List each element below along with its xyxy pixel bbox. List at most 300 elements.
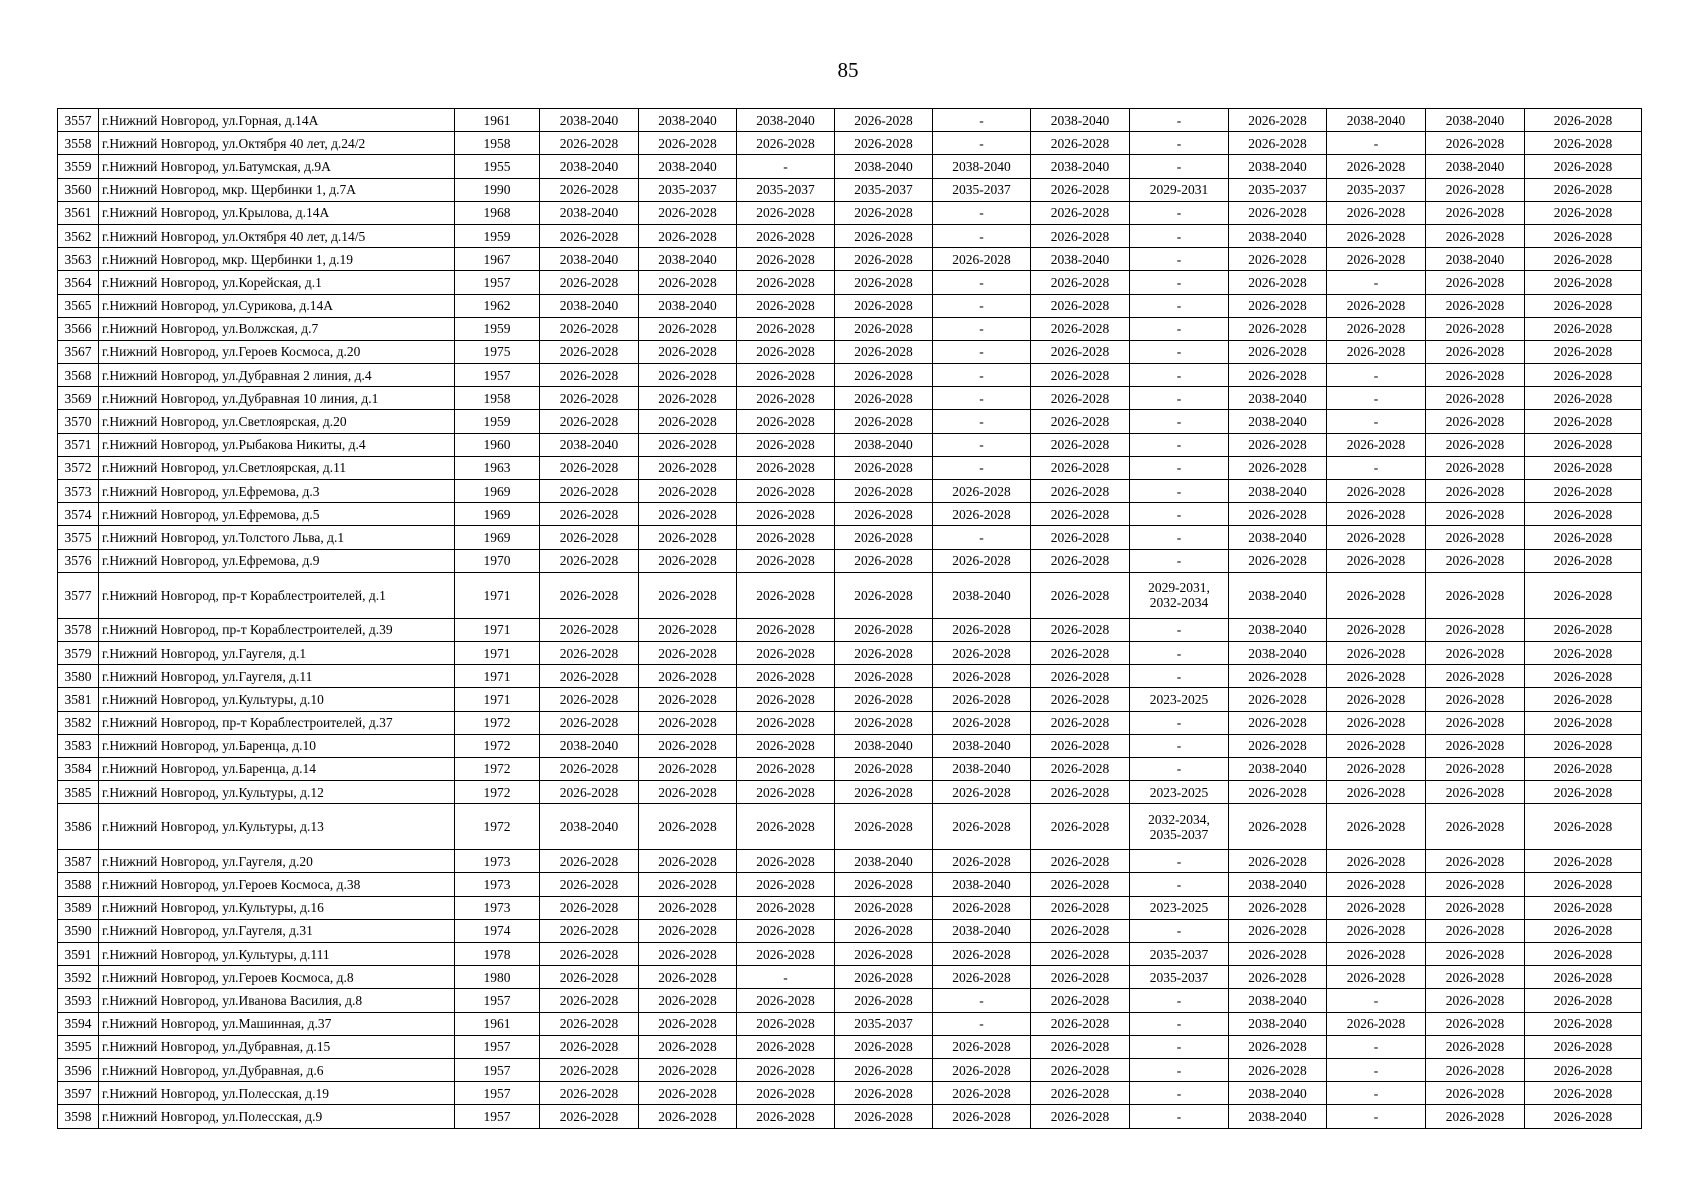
period-cell: 2026-2028: [1525, 757, 1642, 780]
period-cell: 2026-2028: [835, 688, 933, 711]
address-cell: г.Нижний Новгород, ул.Гаугеля, д.20: [99, 850, 455, 873]
address-cell: г.Нижний Новгород, ул.Сурикова, д.14А: [99, 294, 455, 317]
table-row: [58, 224, 1642, 247]
address-cell: г.Нижний Новгород, ул.Ефремова, д.9: [99, 549, 455, 572]
period-cell: -: [1130, 618, 1229, 641]
year-cell: 1971: [455, 618, 540, 641]
period-cell: 2026-2028: [1426, 526, 1525, 549]
row-number-cell: 3580: [58, 665, 99, 688]
period-cell: 2026-2028: [1525, 549, 1642, 572]
period-cell: 2026-2028: [1426, 804, 1525, 850]
period-cell: -: [1130, 734, 1229, 757]
row-number-cell: 3588: [58, 873, 99, 896]
period-cell: 2026-2028: [1525, 641, 1642, 664]
period-cell: -: [1130, 155, 1229, 178]
table-row: [58, 387, 1642, 410]
period-cell: 2026-2028: [540, 572, 639, 618]
year-cell: 1973: [455, 850, 540, 873]
period-cell: 2026-2028: [540, 989, 639, 1012]
period-cell: 2026-2028: [639, 665, 737, 688]
period-cell: 2026-2028: [1327, 340, 1426, 363]
row-number-cell: 3562: [58, 224, 99, 247]
period-cell: 2026-2028: [1031, 1035, 1130, 1058]
period-cell: 2026-2028: [540, 549, 639, 572]
period-cell: -: [933, 387, 1031, 410]
period-cell: 2026-2028: [835, 317, 933, 340]
year-cell: 1969: [455, 480, 540, 503]
period-cell: 2026-2028: [1426, 943, 1525, 966]
period-cell: -: [1130, 919, 1229, 942]
table-row: [58, 641, 1642, 664]
period-cell: 2026-2028: [1229, 456, 1327, 479]
period-cell: -: [933, 201, 1031, 224]
period-cell: 2026-2028: [1229, 364, 1327, 387]
period-cell: 2026-2028: [1525, 526, 1642, 549]
period-cell: 2026-2028: [1327, 433, 1426, 456]
period-cell: 2026-2028: [1525, 572, 1642, 618]
period-cell: 2026-2028: [835, 804, 933, 850]
table-row: [58, 665, 1642, 688]
period-cell: -: [1130, 989, 1229, 1012]
period-cell: 2026-2028: [1031, 132, 1130, 155]
period-cell: 2026-2028: [540, 757, 639, 780]
period-cell: 2026-2028: [540, 503, 639, 526]
period-cell: 2026-2028: [540, 850, 639, 873]
period-cell: 2026-2028: [1525, 387, 1642, 410]
period-cell: 2026-2028: [639, 410, 737, 433]
period-cell: 2026-2028: [1525, 989, 1642, 1012]
table-row: [58, 873, 1642, 896]
period-cell: 2026-2028: [1031, 665, 1130, 688]
row-number-cell: 3593: [58, 989, 99, 1012]
period-cell: 2026-2028: [639, 503, 737, 526]
table-row: [58, 526, 1642, 549]
period-cell: 2026-2028: [540, 966, 639, 989]
period-cell: 2038-2040: [835, 155, 933, 178]
address-cell: г.Нижний Новгород, ул.Ефремова, д.3: [99, 480, 455, 503]
period-cell: 2038-2040: [1229, 224, 1327, 247]
period-cell: 2026-2028: [933, 804, 1031, 850]
period-cell: 2026-2028: [540, 1012, 639, 1035]
address-cell: г.Нижний Новгород, ул.Дубравная 10 линия, д.1: [99, 387, 455, 410]
period-cell: 2026-2028: [1525, 1012, 1642, 1035]
period-cell: 2026-2028: [540, 340, 639, 363]
period-cell: 2026-2028: [835, 364, 933, 387]
year-cell: 1958: [455, 387, 540, 410]
period-cell: 2026-2028: [1426, 480, 1525, 503]
period-cell: 2026-2028: [1525, 919, 1642, 942]
period-cell: 2026-2028: [639, 224, 737, 247]
period-cell: 2026-2028: [1426, 549, 1525, 572]
period-cell: 2026-2028: [1327, 572, 1426, 618]
address-cell: г.Нижний Новгород, ул.Светлоярская, д.20: [99, 410, 455, 433]
row-number-cell: 3566: [58, 317, 99, 340]
period-cell: 2026-2028: [835, 549, 933, 572]
period-cell: -: [933, 364, 1031, 387]
period-cell: 2026-2028: [1229, 943, 1327, 966]
period-cell: 2026-2028: [835, 224, 933, 247]
period-cell: 2026-2028: [1031, 340, 1130, 363]
row-number-cell: 3579: [58, 641, 99, 664]
period-cell: 2026-2028: [639, 896, 737, 919]
period-cell: 2026-2028: [933, 1105, 1031, 1128]
period-cell: 2026-2028: [1229, 896, 1327, 919]
period-cell: 2026-2028: [737, 294, 835, 317]
period-cell: 2038-2040: [835, 850, 933, 873]
period-cell: 2026-2028: [737, 919, 835, 942]
table-row: [58, 618, 1642, 641]
period-cell: 2026-2028: [1525, 850, 1642, 873]
period-cell: 2026-2028: [1525, 248, 1642, 271]
period-cell: 2038-2040: [639, 294, 737, 317]
period-cell: 2026-2028: [1327, 526, 1426, 549]
period-cell: 2038-2040: [1229, 989, 1327, 1012]
period-cell: 2026-2028: [1229, 688, 1327, 711]
period-cell: 2026-2028: [1229, 919, 1327, 942]
row-number-cell: 3585: [58, 781, 99, 804]
period-cell: 2038-2040: [933, 572, 1031, 618]
period-cell: -: [1130, 665, 1229, 688]
row-number-cell: 3589: [58, 896, 99, 919]
period-cell: 2026-2028: [1327, 503, 1426, 526]
period-cell: 2026-2028: [1031, 966, 1130, 989]
period-cell: -: [1130, 248, 1229, 271]
year-cell: 1963: [455, 456, 540, 479]
year-cell: 1962: [455, 294, 540, 317]
period-cell: 2026-2028: [639, 1035, 737, 1058]
period-cell: 2038-2040: [1229, 1012, 1327, 1035]
period-cell: 2026-2028: [639, 456, 737, 479]
period-cell: 2026-2028: [1229, 317, 1327, 340]
period-cell: 2026-2028: [1327, 618, 1426, 641]
period-cell: -: [933, 271, 1031, 294]
period-cell: 2026-2028: [639, 433, 737, 456]
period-cell: 2026-2028: [1426, 201, 1525, 224]
period-cell: 2038-2040: [1229, 873, 1327, 896]
row-number-cell: 3584: [58, 757, 99, 780]
period-cell: 2026-2028: [1426, 340, 1525, 363]
period-cell: -: [1130, 1035, 1229, 1058]
period-cell: 2026-2028: [540, 1082, 639, 1105]
period-cell: 2026-2028: [1327, 757, 1426, 780]
period-cell: 2026-2028: [639, 641, 737, 664]
period-cell: 2026-2028: [1327, 480, 1426, 503]
address-cell: г.Нижний Новгород, ул.Машинная, д.37: [99, 1012, 455, 1035]
period-cell: 2038-2040: [1229, 526, 1327, 549]
address-cell: г.Нижний Новгород, ул.Батумская, д.9А: [99, 155, 455, 178]
period-cell: -: [1130, 503, 1229, 526]
period-cell: -: [1130, 340, 1229, 363]
period-cell: -: [933, 132, 1031, 155]
period-cell: -: [1130, 757, 1229, 780]
period-cell: 2023-2025: [1130, 781, 1229, 804]
period-cell: 2026-2028: [1525, 943, 1642, 966]
period-cell: 2026-2028: [1229, 248, 1327, 271]
period-cell: 2026-2028: [540, 132, 639, 155]
period-cell: -: [1327, 271, 1426, 294]
period-cell: 2026-2028: [540, 271, 639, 294]
period-cell: 2026-2028: [540, 873, 639, 896]
period-cell: 2026-2028: [1525, 201, 1642, 224]
period-cell: 2026-2028: [835, 711, 933, 734]
period-cell: 2026-2028: [737, 271, 835, 294]
period-cell: 2026-2028: [933, 549, 1031, 572]
period-cell: -: [1130, 480, 1229, 503]
period-cell: 2026-2028: [1426, 966, 1525, 989]
period-cell: 2038-2040: [933, 873, 1031, 896]
period-cell: 2026-2028: [1426, 734, 1525, 757]
period-cell: 2026-2028: [1229, 294, 1327, 317]
year-cell: 1961: [455, 109, 540, 132]
period-cell: 2026-2028: [1525, 456, 1642, 479]
period-cell: 2038-2040: [1229, 1105, 1327, 1128]
period-cell: -: [1130, 294, 1229, 317]
period-cell: 2035-2037: [1229, 178, 1327, 201]
period-cell: 2026-2028: [1229, 271, 1327, 294]
period-cell: 2026-2028: [1426, 317, 1525, 340]
row-number-cell: 3559: [58, 155, 99, 178]
row-number-cell: 3577: [58, 572, 99, 618]
period-cell: 2038-2040: [737, 109, 835, 132]
period-cell: 2026-2028: [835, 132, 933, 155]
table-row: [58, 271, 1642, 294]
address-cell: г.Нижний Новгород, ул.Гаугеля, д.1: [99, 641, 455, 664]
period-cell: 2026-2028: [639, 480, 737, 503]
year-cell: 1971: [455, 688, 540, 711]
address-cell: г.Нижний Новгород, ул.Дубравная, д.6: [99, 1058, 455, 1081]
row-number-cell: 3570: [58, 410, 99, 433]
period-cell: 2026-2028: [1031, 572, 1130, 618]
period-cell: 2026-2028: [737, 317, 835, 340]
period-cell: -: [1327, 410, 1426, 433]
table-row: [58, 109, 1642, 132]
row-number-cell: 3565: [58, 294, 99, 317]
period-cell: 2026-2028: [1031, 178, 1130, 201]
period-cell: 2038-2040: [1229, 410, 1327, 433]
address-cell: г.Нижний Новгород, ул.Культуры, д.13: [99, 804, 455, 850]
period-cell: 2026-2028: [1426, 271, 1525, 294]
period-cell: 2026-2028: [1426, 1082, 1525, 1105]
address-cell: г.Нижний Новгород, ул.Крылова, д.14А: [99, 201, 455, 224]
period-cell: 2026-2028: [639, 340, 737, 363]
address-cell: г.Нижний Новгород, ул.Светлоярская, д.11: [99, 456, 455, 479]
period-cell: 2026-2028: [1031, 781, 1130, 804]
period-cell: 2026-2028: [1426, 873, 1525, 896]
period-cell: 2026-2028: [639, 757, 737, 780]
address-cell: г.Нижний Новгород, ул.Корейская, д.1: [99, 271, 455, 294]
year-cell: 1970: [455, 549, 540, 572]
period-cell: 2026-2028: [835, 456, 933, 479]
period-cell: 2026-2028: [1031, 410, 1130, 433]
address-cell: г.Нижний Новгород, ул.Толстого Льва, д.1: [99, 526, 455, 549]
period-cell: 2026-2028: [540, 665, 639, 688]
period-cell: -: [1130, 873, 1229, 896]
year-cell: 1957: [455, 1082, 540, 1105]
period-cell: 2038-2040: [835, 734, 933, 757]
period-cell: 2026-2028: [639, 1082, 737, 1105]
period-cell: 2026-2028: [1031, 1105, 1130, 1128]
period-cell: 2026-2028: [1031, 433, 1130, 456]
period-cell: 2026-2028: [540, 1105, 639, 1128]
table-row: [58, 456, 1642, 479]
period-cell: -: [1130, 711, 1229, 734]
period-cell: 2026-2028: [1426, 618, 1525, 641]
period-cell: 2026-2028: [835, 966, 933, 989]
period-cell: 2026-2028: [1525, 734, 1642, 757]
year-cell: 1973: [455, 896, 540, 919]
row-number-cell: 3582: [58, 711, 99, 734]
period-cell: 2026-2028: [1031, 317, 1130, 340]
page-number: 85: [837, 58, 859, 82]
year-cell: 1980: [455, 966, 540, 989]
period-cell: 2026-2028: [933, 1082, 1031, 1105]
period-cell: 2026-2028: [835, 1105, 933, 1128]
period-cell: 2026-2028: [1426, 641, 1525, 664]
period-cell: 2026-2028: [1031, 1058, 1130, 1081]
period-cell: 2038-2040: [540, 804, 639, 850]
period-cell: 2026-2028: [1031, 919, 1130, 942]
period-cell: 2026-2028: [1031, 873, 1130, 896]
address-cell: г.Нижний Новгород, ул.Дубравная 2 линия, д.4: [99, 364, 455, 387]
period-cell: 2026-2028: [933, 503, 1031, 526]
period-cell: 2026-2028: [737, 410, 835, 433]
period-cell: 2026-2028: [737, 364, 835, 387]
period-cell: 2026-2028: [1229, 549, 1327, 572]
period-cell: 2026-2028: [835, 781, 933, 804]
period-cell: -: [1130, 271, 1229, 294]
period-cell: 2026-2028: [737, 132, 835, 155]
address-cell: г.Нижний Новгород, ул.Гаугеля, д.31: [99, 919, 455, 942]
period-cell: 2026-2028: [540, 480, 639, 503]
period-cell: -: [1130, 1012, 1229, 1035]
period-cell: 2026-2028: [540, 317, 639, 340]
period-cell: 2026-2028: [540, 410, 639, 433]
period-cell: 2038-2040: [835, 433, 933, 456]
period-cell: 2038-2040: [1229, 757, 1327, 780]
period-cell: 2026-2028: [1525, 178, 1642, 201]
address-cell: г.Нижний Новгород, ул.Культуры, д.10: [99, 688, 455, 711]
year-cell: 1968: [455, 201, 540, 224]
period-cell: 2026-2028: [933, 896, 1031, 919]
period-cell: 2026-2028: [835, 387, 933, 410]
period-cell: 2026-2028: [835, 989, 933, 1012]
period-cell: 2023-2025: [1130, 688, 1229, 711]
period-cell: 2026-2028: [1229, 1058, 1327, 1081]
row-number-cell: 3587: [58, 850, 99, 873]
period-cell: 2026-2028: [1327, 641, 1426, 664]
period-cell: 2026-2028: [540, 387, 639, 410]
period-cell: 2038-2040: [933, 155, 1031, 178]
period-cell: 2026-2028: [1031, 1012, 1130, 1035]
period-cell: 2026-2028: [639, 271, 737, 294]
period-cell: 2026-2028: [1525, 781, 1642, 804]
period-cell: 2026-2028: [835, 248, 933, 271]
period-cell: 2038-2040: [933, 734, 1031, 757]
row-number-cell: 3563: [58, 248, 99, 271]
period-cell: 2026-2028: [835, 526, 933, 549]
period-cell: 2038-2040: [1229, 618, 1327, 641]
row-number-cell: 3575: [58, 526, 99, 549]
period-cell: -: [1327, 989, 1426, 1012]
period-cell: 2026-2028: [1229, 850, 1327, 873]
year-cell: 1972: [455, 781, 540, 804]
period-cell: 2026-2028: [639, 572, 737, 618]
period-cell: 2026-2028: [737, 850, 835, 873]
address-cell: г.Нижний Новгород, ул.Горная, д.14А: [99, 109, 455, 132]
period-cell: 2026-2028: [1426, 503, 1525, 526]
period-cell: 2035-2037: [933, 178, 1031, 201]
year-cell: 1957: [455, 364, 540, 387]
period-cell: 2026-2028: [1525, 155, 1642, 178]
year-cell: 1957: [455, 1035, 540, 1058]
row-number-cell: 3571: [58, 433, 99, 456]
table-row: [58, 364, 1642, 387]
period-cell: 2026-2028: [1031, 850, 1130, 873]
table-row: [58, 711, 1642, 734]
period-cell: 2026-2028: [540, 943, 639, 966]
year-cell: 1961: [455, 1012, 540, 1035]
period-cell: -: [1327, 132, 1426, 155]
period-cell: 2026-2028: [1327, 711, 1426, 734]
period-cell: 2026-2028: [835, 873, 933, 896]
year-cell: 1973: [455, 873, 540, 896]
period-cell: 2026-2028: [1525, 688, 1642, 711]
table-row: [58, 896, 1642, 919]
period-cell: 2029-2031: [1130, 178, 1229, 201]
period-cell: 2026-2028: [1031, 526, 1130, 549]
period-cell: 2026-2028: [1525, 503, 1642, 526]
period-cell: 2026-2028: [1525, 271, 1642, 294]
period-cell: 2026-2028: [933, 943, 1031, 966]
period-cell: -: [1327, 1058, 1426, 1081]
year-cell: 1971: [455, 665, 540, 688]
period-cell: -: [933, 294, 1031, 317]
period-cell: 2026-2028: [1426, 1105, 1525, 1128]
period-cell: 2026-2028: [540, 688, 639, 711]
period-cell: -: [1130, 109, 1229, 132]
period-cell: 2026-2028: [540, 1035, 639, 1058]
period-cell: 2038-2040: [639, 248, 737, 271]
period-cell: 2026-2028: [835, 641, 933, 664]
period-cell: -: [1130, 387, 1229, 410]
period-cell: 2026-2028: [1327, 665, 1426, 688]
row-number-cell: 3598: [58, 1105, 99, 1128]
period-cell: 2038-2040: [540, 433, 639, 456]
period-cell: 2026-2028: [639, 966, 737, 989]
period-cell: 2026-2028: [737, 480, 835, 503]
period-cell: 2026-2028: [639, 387, 737, 410]
period-cell: 2026-2028: [835, 109, 933, 132]
period-cell: 2026-2028: [1229, 109, 1327, 132]
address-cell: г.Нижний Новгород, ул.Культуры, д.111: [99, 943, 455, 966]
period-cell: 2026-2028: [639, 1058, 737, 1081]
period-cell: 2026-2028: [1525, 618, 1642, 641]
period-cell: 2026-2028: [835, 572, 933, 618]
period-cell: 2026-2028: [737, 572, 835, 618]
period-cell: 2026-2028: [835, 271, 933, 294]
period-cell: 2026-2028: [737, 1105, 835, 1128]
period-cell: 2035-2037: [1130, 966, 1229, 989]
period-cell: 2035-2037: [1130, 943, 1229, 966]
period-cell: 2026-2028: [1525, 1058, 1642, 1081]
period-cell: 2026-2028: [933, 1058, 1031, 1081]
period-cell: 2026-2028: [1327, 1012, 1426, 1035]
table-row: [58, 989, 1642, 1012]
table-row: [58, 734, 1642, 757]
period-cell: 2026-2028: [1525, 966, 1642, 989]
period-cell: 2026-2028: [1327, 224, 1426, 247]
period-cell: 2026-2028: [639, 734, 737, 757]
